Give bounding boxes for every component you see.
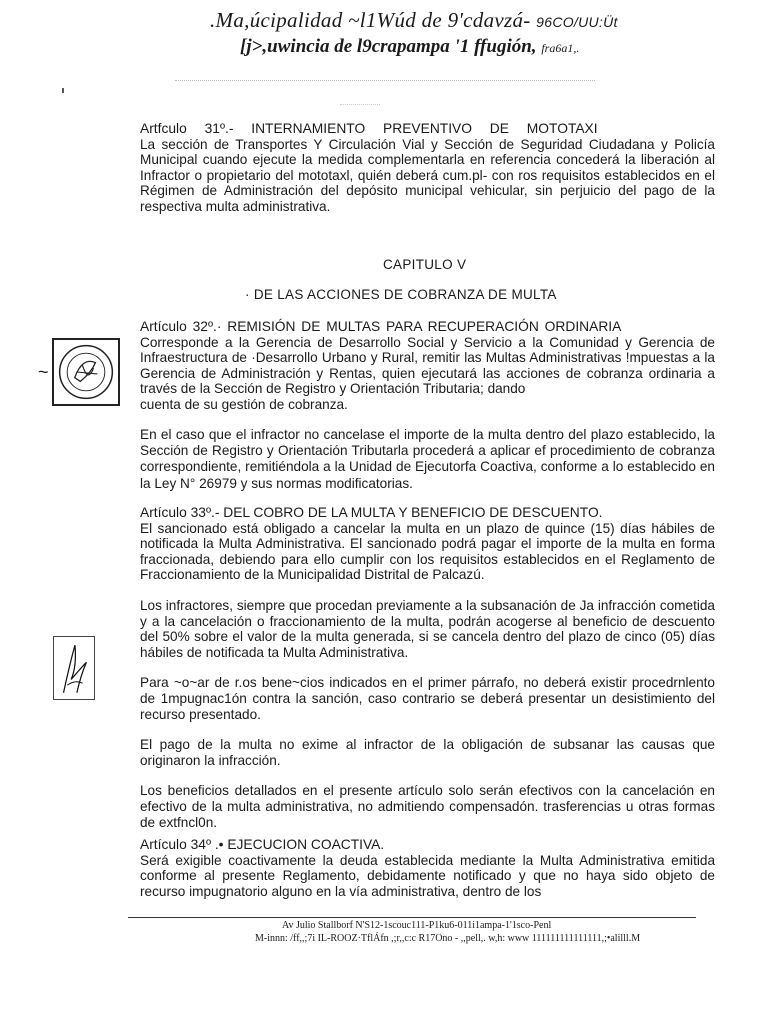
- letterhead-line2-suffix: fra6a1,.: [541, 41, 580, 55]
- footer-contact: M-innn: /ff,,;7i IL-ROOZ·TflÁfn ,;r,,c:c R17Ono - ,,pell,. w,h: www 111111111111111,;•alilll.M: [255, 933, 641, 944]
- footer-address: Av Julio Stallborf N'S12-1scouc111-P1ku6-011i1ampa-1'1sco-Penl: [282, 920, 552, 931]
- handwritten-signature-icon: [53, 636, 95, 700]
- article-33-paragraph-5: Los beneficios detallados en el presente artículo solo serán efectivos con la cancelación en efectivo de la multa administrativa, no admitiendo compensadón. trasferencias u otras formas de extfncl0n.: [140, 783, 715, 830]
- article-33-paragraph-1: El sancionado está obligado a cancelar la multa en un plazo de quince (15) días hábiles de notificada la Multa Administrativa. El sancionado podrá pagar el importe de la multa en forma fraccionada, debiendo para ello cumplir con los requisitos establecidos en el Reglamento de Fraccionamiento de la Municipalidad Distrital de Palcazú.: [140, 520, 715, 583]
- article-33-paragraph-3: Para ~o~ar de r.os bene~cios indicados en el primer párrafo, no deberá existir procedrnlento de 1mpugnac1ón contra la sanción, caso contrario se deberá presentar un desistimiento del recurso presentado.: [140, 675, 715, 722]
- letterhead-province: [240, 36, 760, 58]
- article-31: [140, 121, 715, 215]
- letterhead-line1-suffix: 96CO/UU:Üt: [536, 14, 618, 30]
- article-31-body: La sección de Transportes Y Circulación Vial y Sección de Seguridad Ciudadana y Policía Municipal cuando ejecute la medida complementarla en referencia concederá la liberación al Infractor o propietario del mototaxl, quién deberá cum.pl- con ros requisitos establecidos en el Régimen de Administración del depósito municipal vehicular, sin perjuicio del pago de la respectiva multa administrativa.: [140, 136, 715, 214]
- article-33-paragraph-4: El pago de la multa no exime al infractor de la obligación de subsanar las causas que originaron la infracción.: [140, 737, 715, 768]
- margin-tilde: ~: [38, 362, 49, 382]
- letterhead-line1: .Ma,úcipalidad ~l1Wúd de 9'cdavzá-: [210, 8, 531, 32]
- article-32-paragraph-2: En el caso que el infractor no cancelase el importe de la multa dentro del plazo establecido, la Sección de Registro y Orientación Tributarla procederá a aplicar ef procedimiento de cobranza correspondiente, remitiéndola a la Unidad de Ejecutorfa Coactiva, conforme a lo establecido en la Ley N° 26979 y sus normas modificatorias.: [140, 426, 715, 491]
- article-32-body: Corresponde a la Gerencia de Desarrollo Social y Servicio a la Comunidad y Gerencia de Infraestructura de ·Desarrollo Urbano y Rural, remitir las Multas Administrativas !mpuestas a la Gerencia de Administración y Rentas, quien ejecutará las acciones de cobranza ordinaria a través de la Sección de Registro y Orientación Tributaria; dando: [140, 334, 715, 397]
- seal-graphic: [54, 340, 118, 404]
- letterhead-line2: [j>,uwincia de l9crapampa '1 ffugión,: [240, 36, 537, 57]
- chapter-number: CAPITULO V: [383, 257, 467, 272]
- article-32-heading: Artículo 32º.· REMISIÓN DE MULTAS PARA RECUPERACIÓN ORDINARIA: [140, 319, 622, 334]
- chapter-title: · DE LAS ACCIONES DE COBRANZA DE MULTA: [245, 287, 557, 302]
- margin-tick-mark: [62, 88, 64, 93]
- municipal-seal-icon: [52, 338, 120, 406]
- article-32: [140, 319, 715, 492]
- article-33: [140, 505, 715, 830]
- article-34: [140, 837, 715, 899]
- faint-header-rule: [175, 80, 595, 83]
- letterhead-municipality: [210, 8, 768, 33]
- article-33-heading: Artículo 33º.- DEL COBRO DE LA MULTA Y BENEFICIO DE DESCUENTO.: [140, 505, 603, 520]
- faint-header-mark: [340, 104, 380, 105]
- article-33-paragraph-2: Los infractores, siempre que procedan previamente a la subsanación de Ja infracción cometida y a la cancelación o fraccionamiento de la multa, podrán acogerse al beneficio de descuento del 50% sobre el valor de la multa generada, si se cancela dentro del plazo de cinco (05) días hábiles de notificada ta Multa Administrativa.: [140, 597, 715, 660]
- article-34-body: Será exigible coactivamente la deuda establecida mediante la Multa Administrativa emitida conforme al presente Reglamento, debidamente notificado y que no haya sido objeto de recurso impugnatorio alguno en la vía administrativa, dentro de los: [140, 852, 715, 899]
- footer-rule: [128, 917, 696, 918]
- signature-graphic: [54, 637, 94, 699]
- article-31-heading: Artfculo 31º.- INTERNAMIENTO PREVENTIVO DE MOTOTAXI: [140, 121, 598, 136]
- article-32-body-end: cuenta de su gestión de cobranza.: [140, 396, 348, 412]
- article-34-heading: Artículo 34º .• EJECUCION COACTIVA.: [140, 837, 385, 852]
